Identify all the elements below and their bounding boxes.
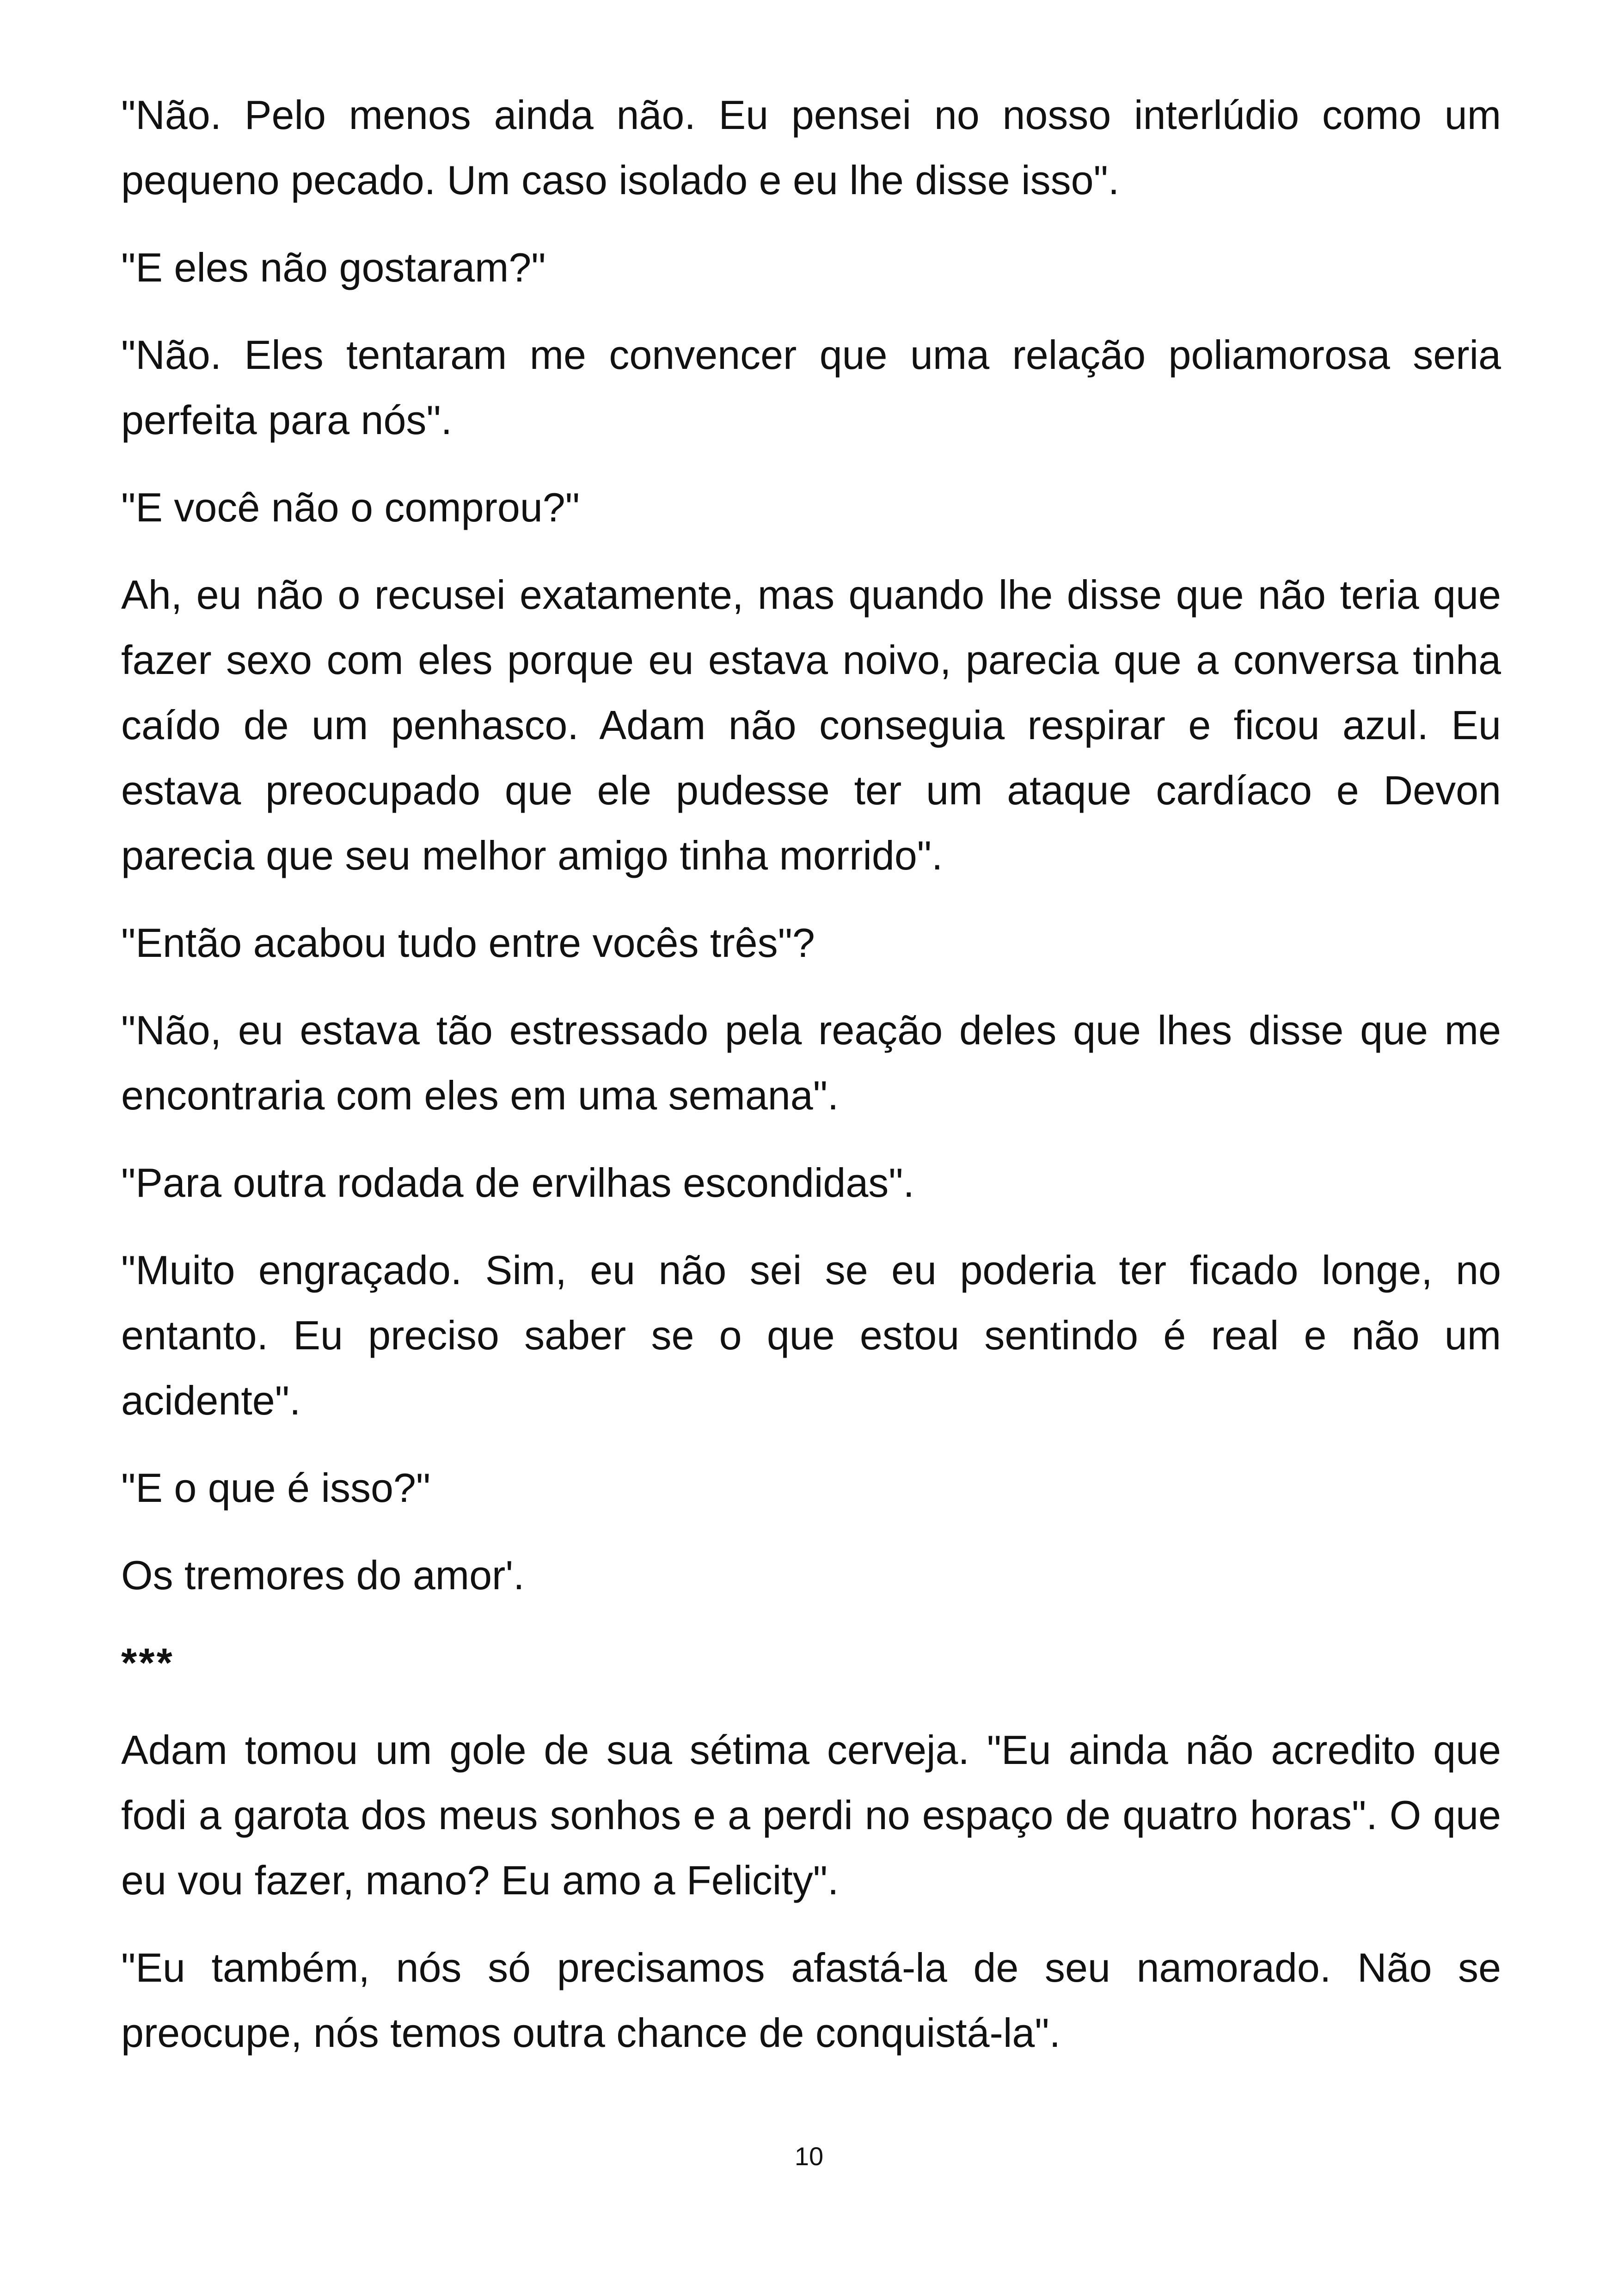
paragraph-13: "Eu também, nós só precisamos afastá-la de seu namorado. Não se preocupe, nós temos outra chance de conquistá-la". [121, 1945, 1501, 2056]
document-page [121, 82, 1501, 2088]
paragraph-2: "E eles não gostaram?" [121, 245, 546, 290]
scene-break: *** [121, 1640, 174, 1685]
paragraph-1: "Não. Pelo menos ainda não. Eu pensei no nosso interlúdio como um pequeno pecado. Um caso isolado e eu lhe disse isso". [121, 92, 1501, 203]
paragraph-12: Adam tomou um gole de sua sétima cerveja. "Eu ainda não acredito que fodi a garota dos meus sonhos e a perdi no espaço de quatro horas". O que eu vou fazer, mano? Eu amo a Felicity". [121, 1727, 1501, 1903]
page-number: 10 [794, 2142, 824, 2171]
paragraph-7: "Não, eu estava tão estressado pela reação deles que lhes disse que me encontraria com eles em uma semana". [121, 1007, 1501, 1118]
paragraph-10: "E o que é isso?" [121, 1465, 431, 1511]
paragraph-9: "Muito engraçado. Sim, eu não sei se eu poderia ter ficado longe, no entanto. Eu preciso saber se o que estou sentindo é real e não um acidente". [121, 1247, 1501, 1423]
paragraph-8: "Para outra rodada de ervilhas escondidas". [121, 1160, 914, 1206]
paragraph-4: "E você não o comprou?" [121, 484, 580, 530]
paragraph-11: Os tremores do amor'. [121, 1552, 525, 1598]
paragraph-5: Ah, eu não o recusei exatamente, mas quando lhe disse que não teria que fazer sexo com eles porque eu estava noivo, parecia que a conversa tinha caído de um penhasco. Adam não conseguia respirar e ficou azul. Eu estava preocupado que ele pudesse ter um ataque cardíaco e Devon parecia que seu melhor amigo tinha morrido". [121, 572, 1501, 878]
paragraph-3: "Não. Eles tentaram me convencer que uma relação poliamorosa seria perfeita para nós". [121, 332, 1501, 443]
paragraph-6: "Então acabou tudo entre vocês três"? [121, 920, 815, 966]
